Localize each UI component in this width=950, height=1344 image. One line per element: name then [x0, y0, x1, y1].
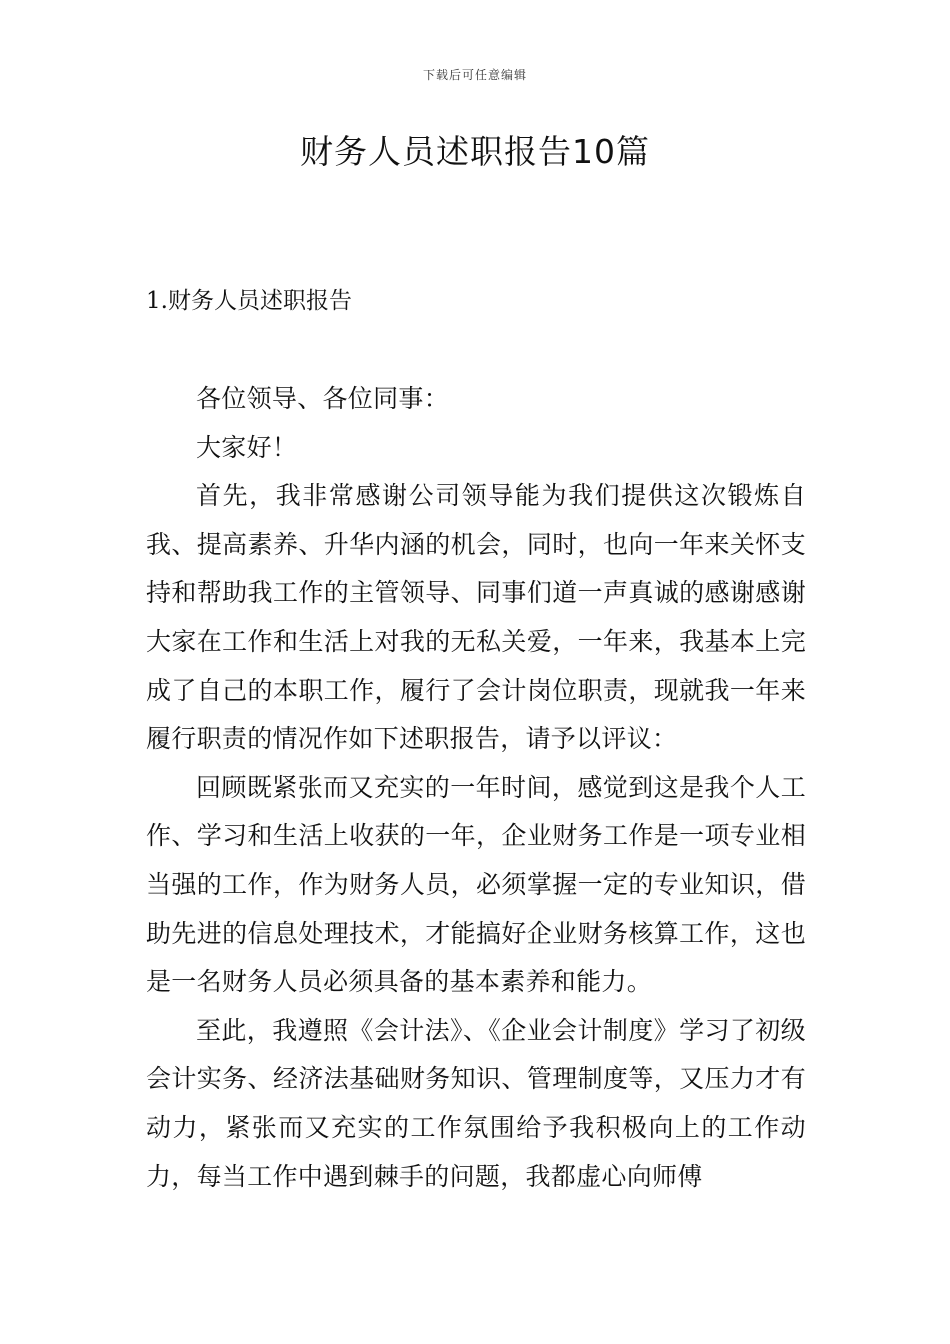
greeting-paragraph: 大家好！ [196, 432, 298, 462]
body-paragraph: 首先，我非常感谢公司领导能为我们提供这次锻炼自我、提高素养、升华内涵的机会，同时，也向一年来关怀支持和帮助我工作的主管领导、同事们道一声真诚的感谢感谢大家在工作和生活上对我的无私关爱，一年来，我基本上完成了自己的本职工作，履行了会计岗位职责，现就我一年来履行职责的情况作如下述职报告，请予以评议： [146, 481, 806, 754]
salutation-paragraph: 各位领导、各位同事： [196, 384, 450, 413]
document-title: 财务人员述职报告10篇 [300, 132, 650, 171]
section-heading: 1.财务人员述职报告 [146, 288, 352, 314]
header-note: 下载后可任意编辑 [422, 68, 527, 82]
body-paragraph: 回顾既紧张而又充实的一年时间，感觉到这是我个人工作、学习和生活上收获的一年，企业财务工作是一项专业相当强的工作，作为财务人员，必须掌握一定的专业知识，借助先进的信息处理技术，才能搞好企业财务核算工作，这也是一名财务人员必须具备的基本素养和能力。 [146, 772, 806, 997]
body-paragraph: 至此，我遵照《会计法》、《企业会计制度》学习了初级会计实务、经济法基础财务知识、管理制度等，又压力才有动力，紧张而又充实的工作氛围给予我积极向上的工作动力，每当工作中遇到棘手的问题，我都虚心向师傅 [146, 1015, 806, 1191]
document-body [146, 375, 806, 1201]
